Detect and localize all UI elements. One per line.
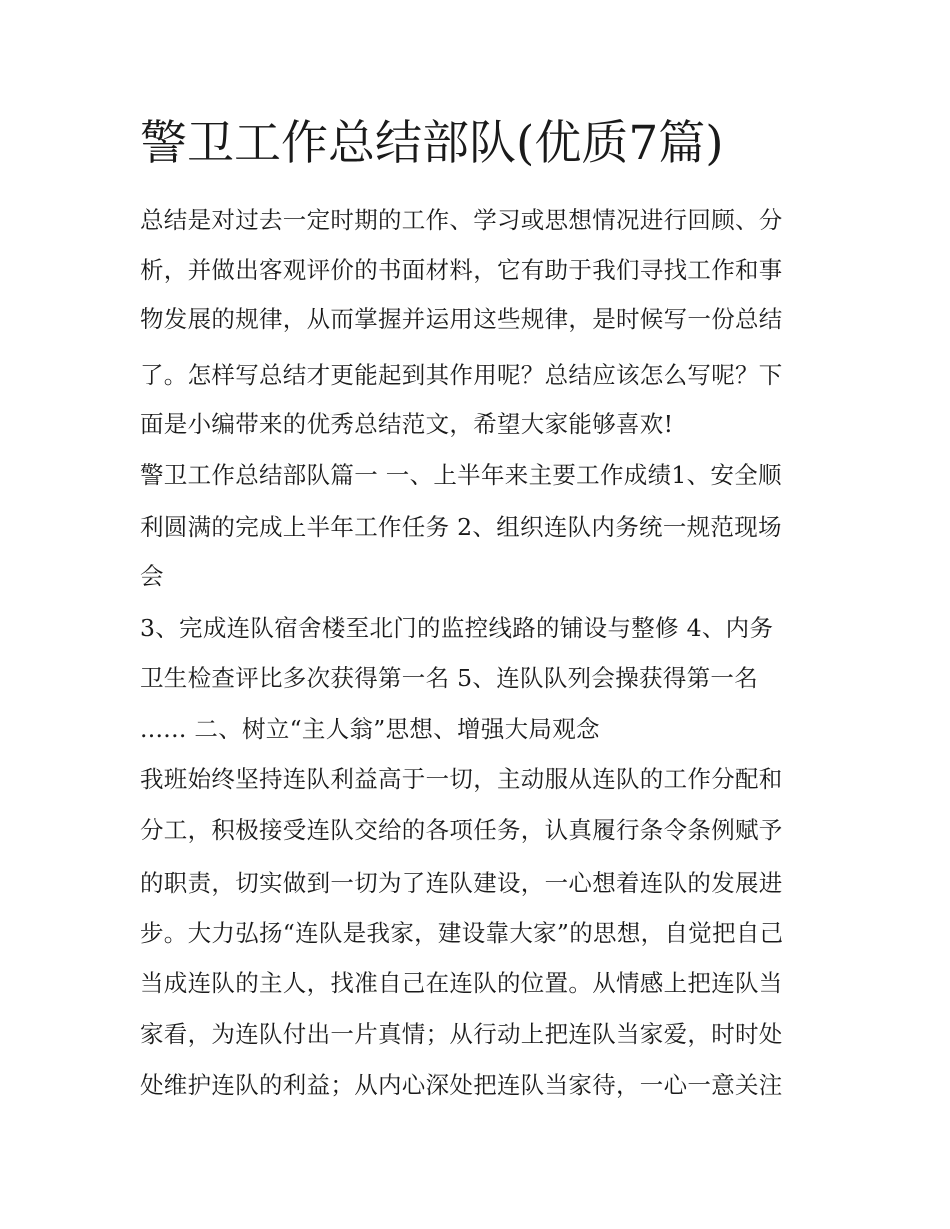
body-line-13: 分工，积极接受连队交给的各项任务，认真履行条令条例赋予 [140, 816, 783, 844]
body-line-11: ...... 二、树立“主人翁”思想、增强大局观念 [140, 715, 600, 743]
body-line-6: 警卫工作总结部队篇一 一、上半年来主要工作成绩1、安全顺 [140, 461, 782, 489]
body-line-12: 我班始终坚持连队利益高于一切，主动服从连队的工作分配和 [140, 765, 783, 793]
body-line-15: 步。大力弘扬“连队是我家，建设靠大家”的思想，自觉把自己 [140, 919, 784, 947]
body-line-2: 析，并做出客观评价的书面材料，它有助于我们寻找工作和事 [140, 256, 783, 284]
body-line-9: 3、完成连队宿舍楼至北门的监控线路的铺设与整修 4、内务 [140, 614, 774, 642]
body-line-1: 总结是对过去一定时期的工作、学习或思想情况进行回顾、分 [140, 206, 783, 234]
document-title: 警卫工作总结部队(优质7篇) [140, 116, 724, 171]
body-line-3: 物发展的规律，从而掌握并运用这些规律，是时候写一份总结 [140, 305, 783, 333]
body-line-10: 卫生检查评比多次获得第一名 5、连队队列会操获得第一名 [140, 664, 759, 692]
body-line-8: 会 [140, 562, 164, 590]
body-line-7: 利圆满的完成上半年工作任务 2、组织连队内务统一规范现场 [140, 513, 782, 541]
body-line-17: 家看，为连队付出一片真情；从行动上把连队当家爱，时时处 [140, 1020, 783, 1048]
body-line-5: 面是小编带来的优秀总结范文，希望大家能够喜欢! [140, 410, 674, 438]
body-line-18: 处维护连队的利益；从内心深处把连队当家待，一心一意关注 [140, 1071, 783, 1099]
body-line-16: 当成连队的主人，找准自己在连队的位置。从情感上把连队当 [140, 969, 783, 997]
body-line-14: 的职责，切实做到一切为了连队建设，一心想着连队的发展进 [140, 869, 783, 897]
body-line-4: 了。怎样写总结才更能起到其作用呢？总结应该怎么写呢？下 [140, 361, 783, 389]
